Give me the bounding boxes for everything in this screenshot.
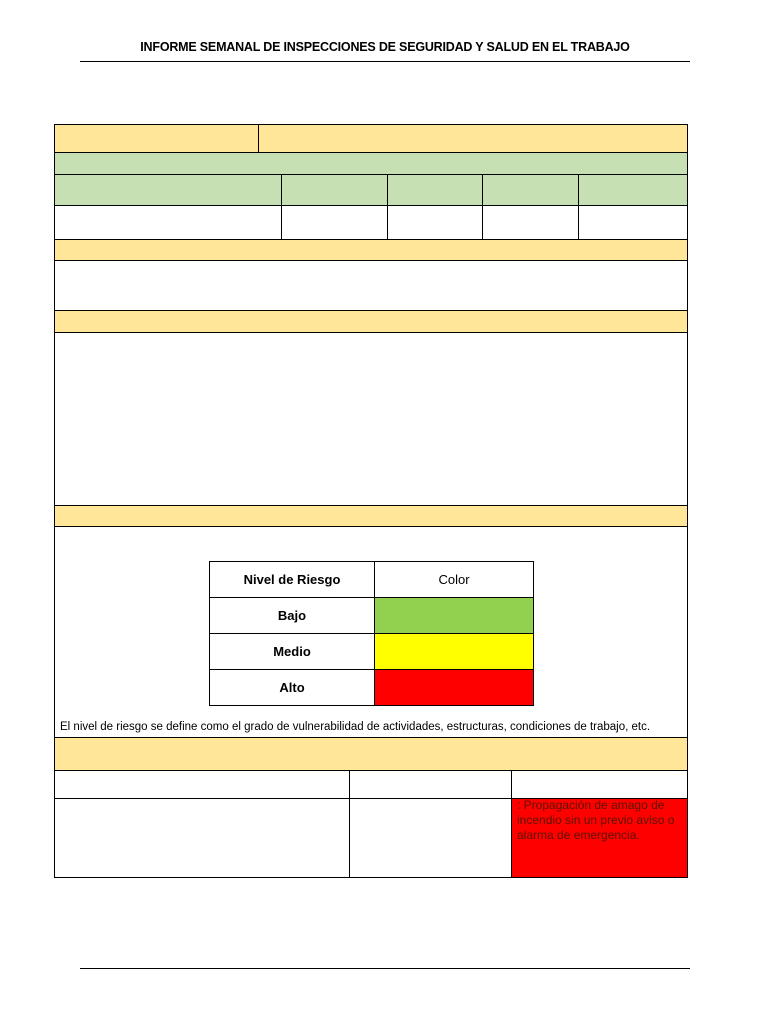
yellow-section-band-4: [54, 737, 688, 771]
findings-header-1: [54, 770, 350, 799]
risk-color-high: [375, 670, 534, 706]
risk-definition-note: El nivel de riesgo se define como el grado de vulnerabilidad de actividades, estructuras, condiciones de trabajo, etc.: [60, 721, 651, 733]
value-cell-4[interactable]: [482, 205, 579, 240]
form-header-right: [258, 124, 688, 153]
risk-color-low: [375, 598, 534, 634]
findings-value-2[interactable]: [349, 798, 512, 878]
value-cell-1[interactable]: [54, 205, 282, 240]
text-area-2[interactable]: [54, 332, 688, 506]
column-header-2: [281, 174, 388, 206]
risk-table-header-level: Nivel de Riesgo: [210, 562, 375, 598]
column-header-4: [482, 174, 579, 206]
text-area-1[interactable]: [54, 260, 688, 311]
column-header-5: [578, 174, 688, 206]
header-rule: [80, 61, 690, 62]
risk-level-low: Bajo: [210, 598, 375, 634]
findings-header-2: [349, 770, 512, 799]
risk-level-table: [209, 561, 534, 706]
page-title: INFORME SEMANAL DE INSPECCIONES DE SEGURIDAD Y SALUD EN EL TRABAJO: [140, 40, 630, 54]
column-header-3: [387, 174, 483, 206]
findings-value-1[interactable]: [54, 798, 350, 878]
risk-level-high: Alto: [210, 670, 375, 706]
footer-rule: [80, 968, 690, 969]
risk-color-medium: [375, 634, 534, 670]
risk-table-header-color: Color: [375, 562, 534, 598]
yellow-section-band-1: [54, 239, 688, 261]
form-header-left: [54, 124, 259, 153]
value-cell-2[interactable]: [281, 205, 388, 240]
value-cell-5[interactable]: [578, 205, 688, 240]
findings-header-3: [511, 770, 688, 799]
green-section-band: [54, 152, 688, 175]
risk-description-text: : Propagación de amago de incendio sin un previo aviso o alarma de emergencia.: [517, 798, 675, 842]
yellow-section-band-3: [54, 505, 688, 527]
risk-level-medium: Medio: [210, 634, 375, 670]
column-header-1: [54, 174, 282, 206]
yellow-section-band-2: [54, 310, 688, 333]
value-cell-3[interactable]: [387, 205, 483, 240]
